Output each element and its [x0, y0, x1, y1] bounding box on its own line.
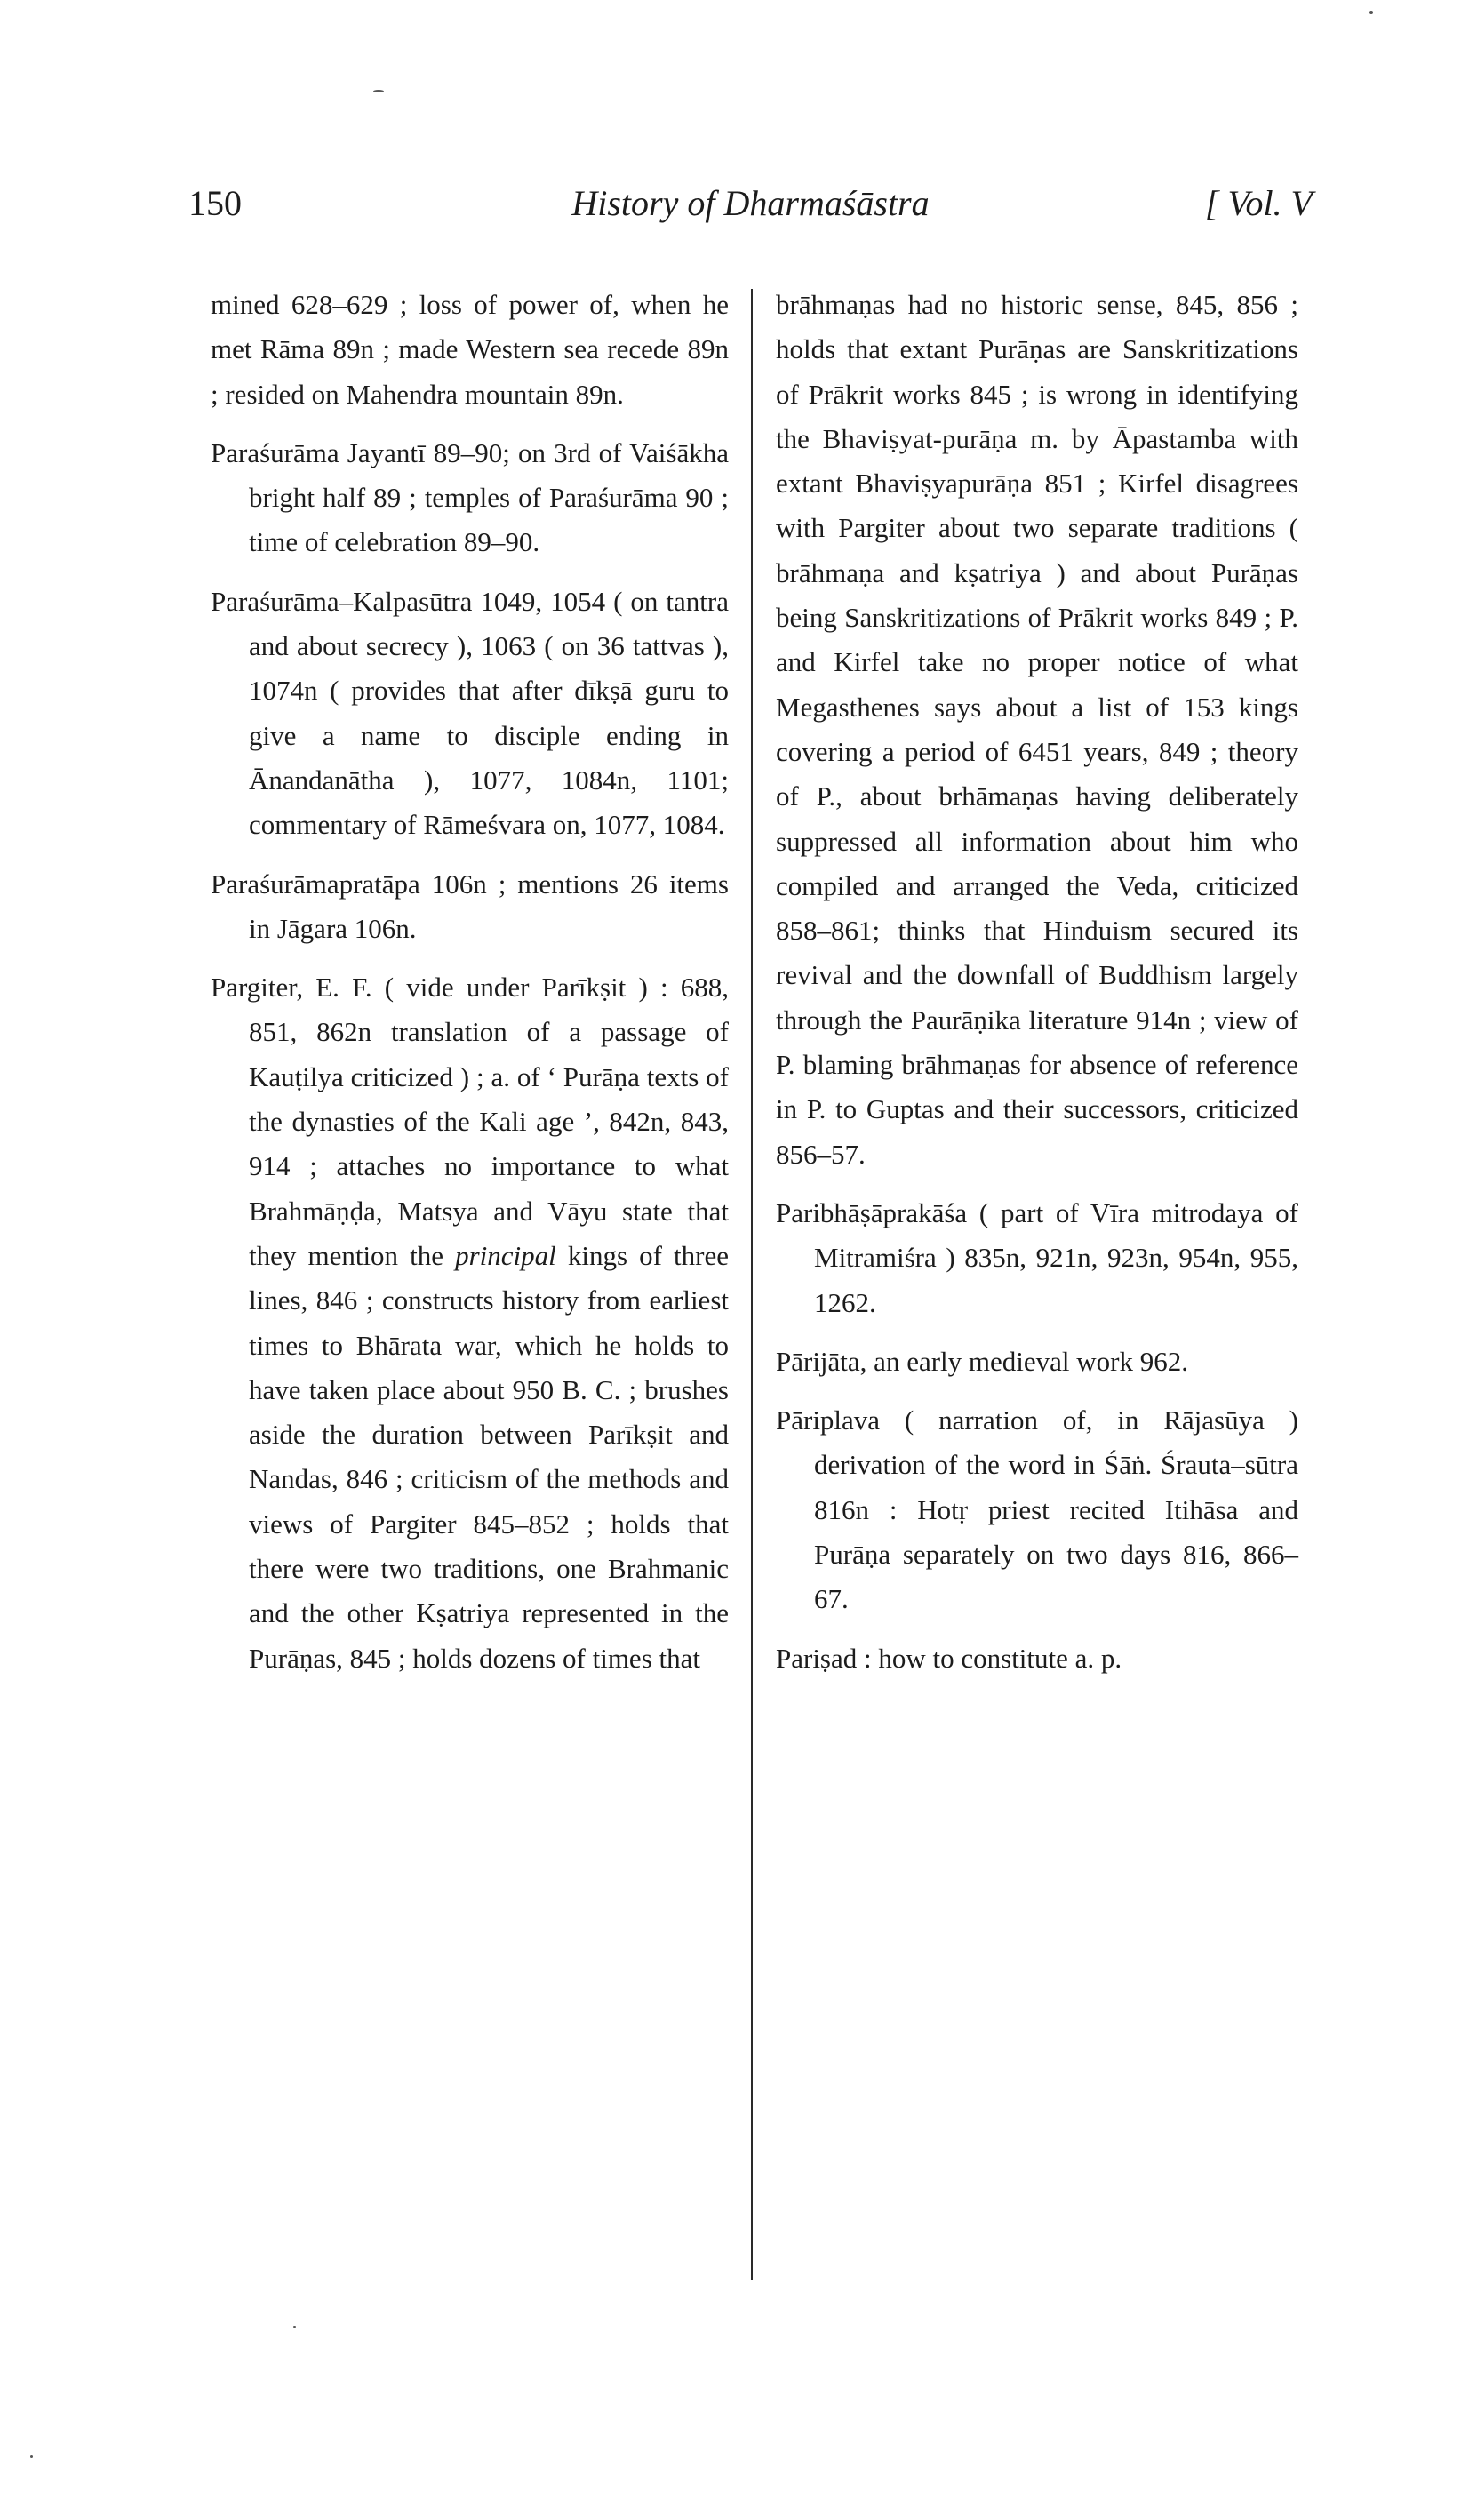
scan-speck: [293, 2326, 296, 2328]
running-header: [188, 182, 1313, 244]
column-divider: [751, 289, 753, 2280]
index-entry-parijata: Pārijāta, an early medieval work 962.: [776, 1345, 1188, 1377]
page-number: 150: [188, 183, 242, 223]
index-entry-parasurama-jayanti: [211, 431, 729, 565]
index-entry-parasuramapratapa: [211, 862, 729, 952]
volume-label: [ Vol. V: [1204, 183, 1313, 223]
emphasized-word: principal: [455, 1239, 556, 1271]
entry-text: Paraśurāma–Kalpasūtra 1049, 1054 ( on tantra and about secrecy ), 1063 ( on 36 tattvas ), 1074n ( provides that after dīkṣā guru to give a name to disciple ending in Ānandanātha ), 1077, 1084n, 1101; commentary of Rāmeśvara on, 1077, 1084.: [211, 585, 729, 841]
running-title: History of Dharmaśāstra: [571, 183, 930, 223]
left-column: [211, 283, 729, 1695]
entry-text: Paraśurāma Jayantī 89–90; on 3rd of Vaiśākha bright half 89 ; temples of Paraśurāma 90 ; time of celebration 89–90.: [211, 436, 729, 558]
index-entry-parisad: Pariṣad : how to constitute a. p.: [776, 1642, 1122, 1674]
entry-text: Pargiter, E. F. ( vide under Parīkṣit ) : 688, 851, 862n translation of a passage of Kauṭilya criticized ) ; a. of ‘ Purāṇa texts of the dynasties of the Kali age ’, 842n, 843, 914 ; attaches no importance to what Brahmāṇḍa, Matsya and Vāyu state that they mention the: [211, 972, 729, 1271]
continuation-text: mined 628–629 ; loss of power of, when he met Rāma 89n ; made Western sea recede 89n ; resided on Mahendra mountain 89n.: [211, 289, 729, 410]
right-column: [776, 283, 1298, 1695]
index-entry-pariplava: Pāriplava ( narration of, in Rājasūya ) derivation of the word in Śāṅ. Śrauta–sūtra 816n : Hotṛ priest recited Itihāsa and Purāṇa separately on two days 816, 866–67.: [776, 1404, 1298, 1615]
index-entry-paribhasaprakasa: Paribhāṣāprakāśa ( part of Vīra mitrodaya of Mitramiśra ) 835n, 921n, 923n, 954n, 955, 1262.: [776, 1196, 1298, 1318]
index-entry-parasurama-kalpasutra: [211, 580, 729, 848]
continuation-text: brāhmaṇas had no historic sense, 845, 856 ; holds that extant Purāṇas are Sanskritizations of Prākrit works 845 ; is wrong in identifying the Bhaviṣyat-purāṇa m. by Āpastamba with extant Bhaviṣyapurāṇa 851 ; Kirfel disagrees with Pargiter about two separate traditions ( brāhmaṇa and kṣatriya ) and about Purāṇas being Sanskritizations of Prākrit works 849 ; P. and Kirfel take no proper notice of what Megasthenes says about a list of 153 kings covering a period of 6451 years, 849 ; theory of P., about brhāmaṇas having deliberately suppressed all information about him who compiled and arranged the Veda, criticized 858–861; thinks that Hinduism secured its revival and the downfall of Buddhism largely through the Paurāṇika literature 914n ; view of P. blaming brāhmaṇas for absence of reference in P. to Guptas and their successors, criticized 856–57.: [776, 289, 1298, 1170]
entry-text: Paraśurāmapratāpa 106n ; mentions 26 items in Jāgara 106n.: [211, 868, 729, 944]
index-entry-pargiter: [211, 965, 729, 1681]
scan-speck: [30, 2455, 33, 2458]
scan-speck: [1369, 11, 1373, 14]
scan-speck: [373, 90, 384, 92]
entry-text-continued: kings of three lines, 846 ; constructs history from earliest times to Bhārata war, which he holds to have taken place about 950 B. C. ; brushes aside the duration between Parīkṣit and Nandas, 846 ; criticism of the methods and views of Pargiter 845–852 ; holds that there were two traditions, one Brahmanic and the other Kṣatriya represented in the Purāṇas, 845 ; holds dozens of times that: [249, 1239, 729, 1674]
